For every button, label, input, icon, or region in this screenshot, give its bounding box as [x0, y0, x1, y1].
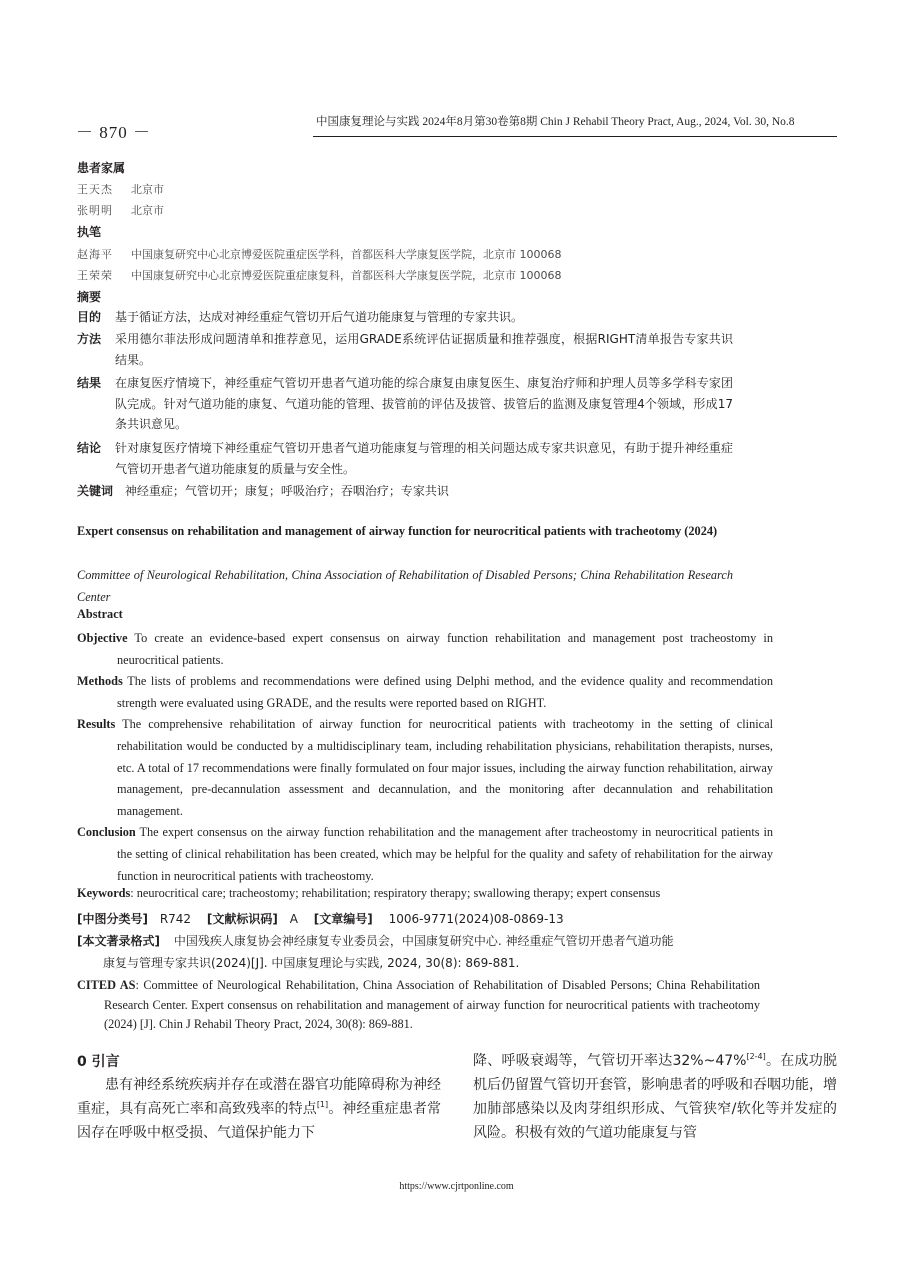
english-keywords — [77, 886, 660, 901]
clc-label: [中图分类号] — [77, 912, 148, 926]
writer-name: 王荣荣 — [77, 269, 113, 282]
results-text: The comprehensive rehabilitation of airway function for neurocritical patients with tracheotomy in the setting of clinical rehabilitation would be conducted by a multidisciplinary team, including rehabilitation physicians, rehabilitation therapists, nurses, etc. A total of 17 recommendations were finally formulated on four major issues, including the airway function rehabilitation, airway management, pre-decannulation assessment and decannulation, and the monitoring after decannulation and rehabilitation management. — [117, 717, 773, 819]
intro-right-text-a: 降、呼吸衰竭等，气管切开率达32%~47% — [473, 1053, 747, 1069]
footer-url: https://www.cjrtponline.com — [399, 1181, 514, 1192]
article-no-value: 1006-9771(2024)08-0869-13 — [388, 912, 564, 926]
article-no-label: [文章编号] — [313, 912, 373, 926]
results-label: 结果 — [77, 376, 102, 390]
page-number: － 870 － — [76, 123, 151, 142]
objective-label: 目的 — [77, 310, 102, 324]
methods-text: 采用德尔菲法形成问题清单和推荐意见，运用GRADE系统评估证据质量和推荐强度，根据RIGHT清单报告专家共识结果。 — [115, 332, 733, 367]
english-conclusion — [77, 822, 773, 887]
writer-affiliation: 中国康复研究中心北京博爱医院重症医学科，首都医科大学康复医学院，北京市 100068 — [131, 248, 562, 261]
citation-cn-text-1: 中国残疾人康复协会神经康复专业委员会，中国康复研究中心. 神经重症气管切开患者气道功能 — [173, 934, 674, 948]
abstract-cn-objective — [77, 307, 733, 328]
family-member — [77, 181, 164, 197]
cited-as — [77, 976, 760, 1035]
english-results — [77, 714, 773, 823]
cited-as-label: CITED AS — [77, 978, 136, 992]
citation-cn-label: [本文著录格式] — [77, 934, 160, 948]
methods-label: Methods — [77, 674, 123, 688]
citation-cn-line1 — [77, 932, 673, 949]
reference-2-4: [2-4] — [746, 1052, 766, 1061]
writer-name: 赵海平 — [77, 248, 113, 261]
abstract-cn-heading: 摘要 — [77, 290, 102, 304]
objective-label: Objective — [77, 631, 128, 645]
abstract-cn-results — [77, 373, 733, 435]
citation-cn-text-2: 康复与管理专家共识(2024)[J]. 中国康复理论与实践, 2024, 30(8): 869-881. — [103, 956, 520, 970]
keywords-label: Keywords — [77, 886, 131, 900]
conclusion-label: 结论 — [77, 441, 102, 455]
member-name: 张明明 — [77, 204, 113, 217]
abstract-cn-methods — [77, 329, 733, 370]
writer — [77, 267, 562, 283]
conclusion-text: 针对康复医疗情境下神经重症气管切开患者气道功能康复与管理的相关问题达成专家共识意见，有助于提升神经重症气管切开患者气道功能康复的质量与安全性。 — [115, 441, 733, 476]
family-member — [77, 202, 164, 218]
abstract-cn-keywords — [77, 482, 449, 499]
cited-as-text: : Committee of Neurological Rehabilitation, China Association of Rehabilitation of Disabled Persons; China Rehabilitation Research Center. Expert consensus on rehabilitation and management of airway function for neurocritical patients with tracheotomy (2024) [J]. Chin J Rehabil Theory Pract, 2024, 30(8): 869-881. — [104, 978, 760, 1031]
running-head: 中国康复理论与实践 2024年8月第30卷第8期 Chin J Rehabil Theory Pract, Aug., 2024, Vol. 30, No.8 — [316, 116, 795, 128]
english-methods — [77, 671, 773, 715]
methods-label: 方法 — [77, 332, 102, 346]
doc-code-label: [文献标识码] — [206, 912, 278, 926]
member-name: 王天杰 — [77, 183, 113, 196]
keywords-text: 神经重症；气管切开；康复；呼吸治疗；吞咽治疗；专家共识 — [124, 484, 449, 498]
intro-right-text-b: 。在成功脱机后仍留置气管切开套管，影响患者的呼吸和吞咽功能，增加肺部感染以及肉芽组织形成、气管狭窄/软化等并发症的风险。积极有效的气道功能康复与管 — [473, 1053, 838, 1141]
methods-text: The lists of problems and recommendations were defined using Delphi method, and the evidence quality and recommendation strength were evaluated using GRADE, and the results were reported based on RIGHT. — [117, 674, 774, 710]
clc-value: R742 — [159, 912, 192, 926]
doc-code-value: A — [289, 912, 298, 926]
conclusion-text: The expert consensus on the airway function rehabilitation and the management after tracheostomy in neurocritical patients in the setting of clinical rehabilitation has been created, which may be helpful for the quality and safety of rehabilitation for the airway function in neurocritical patients with tracheostomy. — [117, 825, 774, 883]
intro-left-paragraph — [77, 1073, 441, 1145]
keywords-text: : neurocritical care; tracheostomy; rehabilitation; respiratory therapy; swallowing therapy; expert consensus — [130, 886, 661, 900]
conclusion-label: Conclusion — [77, 825, 136, 839]
writer — [77, 246, 562, 262]
intro-left-column — [77, 1073, 441, 1145]
header-rule — [313, 136, 837, 137]
member-affiliation: 北京市 — [131, 204, 164, 217]
results-label: Results — [77, 717, 116, 731]
intro-heading: 0 引言 — [77, 1054, 120, 1070]
keywords-label: 关键词 — [77, 484, 114, 498]
english-title: Expert consensus on rehabilitation and management of airway function for neurocritical patients with tracheotomy (2024) — [77, 524, 718, 538]
objective-text: To create an evidence-based expert consensus on airway function rehabilitation and management post tracheostomy in neurocritical patients. — [117, 631, 773, 667]
objective-text: 基于循证方法，达成对神经重症气管切开后气道功能康复与管理的专家共识。 — [115, 310, 524, 324]
results-text: 在康复医疗情境下，神经重症气管切开患者气道功能的综合康复由康复医生、康复治疗师和护理人员等多学科专家团队完成。针对气道功能的康复、气道功能的管理、拔管前的评估及拔管、拔管后的监测及康复管理4个领域，形成17条共识意见。 — [115, 376, 733, 431]
english-objective — [77, 628, 773, 672]
writers-heading: 执笔 — [77, 225, 102, 239]
intro-left-text-a: 患有神经系统疾病并存在或潜在器官功能障碍称为神经重症，具有高死亡率和高致残率的特点 — [77, 1077, 441, 1117]
intro-left-text-b: 。神经重症患者常因存在呼吸中枢受损、气道保护能力下 — [77, 1101, 442, 1141]
abstract-cn-conclusion — [77, 438, 733, 479]
member-affiliation: 北京市 — [131, 183, 164, 196]
family-heading: 患者家属 — [77, 161, 126, 175]
intro-right-column — [473, 1049, 837, 1145]
reference-1: [1] — [316, 1100, 329, 1109]
writer-affiliation: 中国康复研究中心北京博爱医院重症康复科，首都医科大学康复医学院，北京市 100068 — [131, 269, 562, 282]
english-abstract-heading: Abstract — [77, 607, 123, 621]
classification-line — [77, 910, 564, 927]
english-authors: Committee of Neurological Rehabilitation, China Association of Rehabilitation of Disabled Persons; China Rehabilitation Research Center — [77, 568, 733, 604]
